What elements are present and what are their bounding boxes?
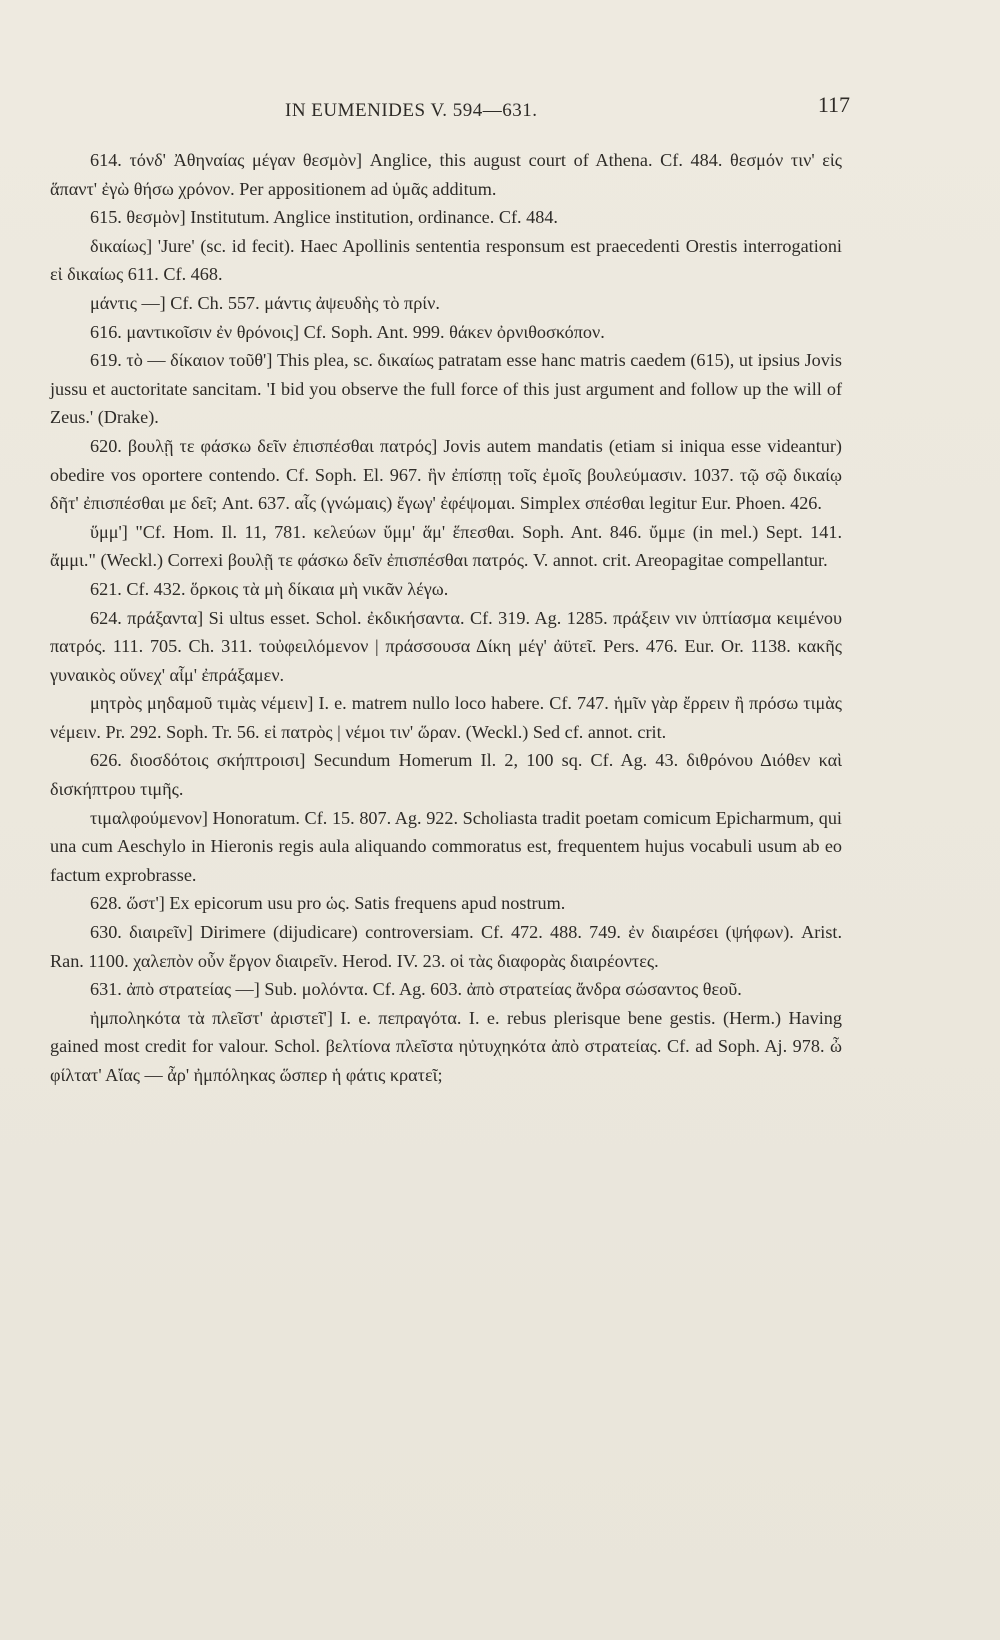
note-626: 626. διοσδότοις σκήπτροισι] Secundum Homerum Il. 2, 100 sq. Cf. Ag. 43. διθρόνου Διόθεν καὶ δισκήπτρου τιμῆς. (50, 750, 842, 800)
note-620-humm: ὕμμ'] "Cf. Hom. Il. 11, 781. κελεύων ὕμμ' ἅμ' ἕπεσθαι. Soph. Ant. 846. ὔμμε (in mel.) Sept. 141. ἄμμι." (Weckl.) Correxi βουλῇ τε φάσκω δεῖν ἐπισπέσθαι πατρός. V. annot. crit. Areopagitae compellantur. (50, 521, 842, 571)
commentary-text (50, 146, 842, 1090)
note-630: 630. διαιρεῖν] Dirimere (dijudicare) controversiam. Cf. 472. 488. 749. ἐν διαιρέσει (ψήφων). Arist. Ran. 1100. χαλεπὸν οὖν ἔργον διαιρεῖν. Herod. IV. 23. οἱ τὰς διαφορὰς διαιρέοντες. (50, 922, 842, 971)
note-624: 624. πράξαντα] Si ultus esset. Schol. ἐκδικήσαντα. Cf. 319. Ag. 1285. πράξειν νιν ὑπτίασμα κειμένου πατρός. 111. 705. Ch. 311. τοὐφειλόμενον | πράσσουσα Δίκη μέγ' ἀϋτεῖ. Pers. 476. Eur. Or. 1138. κακῆς γυναικὸς οὕνεχ' αἷμ' ἐπράξαμεν. (50, 607, 842, 685)
note-626-timalph: τιμαλφούμενον] Honoratum. Cf. 15. 807. Ag. 922. Scholiasta tradit poetam comicum Epicharmum, qui una cum Aeschylo in Hieronis regis aula aliquando commoratus est, frequentem hujus vocabuli usum ab eo factum exprobrasse. (50, 807, 842, 885)
note-631: 631. ἀπὸ στρατείας —] Sub. μολόντα. Cf. Ag. 603. ἀπὸ στρατείας ἄνδρα σώσαντος θεοῦ. (90, 979, 742, 1000)
note-619: 619. τὸ — δίκαιον τοῦθ'] This plea, sc. δικαίως patratam esse hanc matris caedem (615), ut ipsius Jovis jussu et auctoritate sancitam. 'I bid you observe the full force of this just argument and follow up the will of Zeus.' (Drake). (50, 350, 842, 428)
page-number: 117 (817, 92, 850, 117)
note-624-metros: μητρὸς μηδαμοῦ τιμὰς νέμειν] I. e. matrem nullo loco habere. Cf. 747. ἡμῖν γὰρ ἔρρειν ἢ πρόσω τιμὰς νέμειν. Pr. 292. Soph. Tr. 56. εἰ πατρὸς | νέμοι τιν' ὥραν. (Weckl.) Sed cf. annot. crit. (50, 693, 842, 742)
note-621: 621. Cf. 432. ὅρκοις τὰ μὴ δίκαια μὴ νικᾶν λέγω. (90, 578, 449, 599)
note-614: 614. τόνδ' Ἀθηναίας μέγαν θεσμὸν] Anglice, this august court of Athena. Cf. 484. θεσμόν τιν' εἰς ἅπαντ' ἐγὼ θήσω χρόνον. Per appositionem ad ὑμᾶς additum. (50, 150, 842, 199)
note-616: 616. μαντικοῖσιν ἐν θρόνοις] Cf. Soph. Ant. 999. θάκεν ὀρνιθοσκόπον. (90, 321, 605, 342)
running-head: IN EUMENIDES V. 594—631. (285, 100, 538, 121)
note-628: 628. ὥστ'] Ex epicorum usu pro ὡς. Satis frequens apud nostrum. (90, 893, 566, 914)
note-620: 620. βουλῇ τε φάσκω δεῖν ἐπισπέσθαι πατρός] Jovis autem mandatis (etiam si iniqua esse videantur) obedire vos oportere contendo. Cf. Soph. El. 967. ἣν ἐπίσπῃ τοῖς ἐμοῖς βουλεύμασιν. 1037. τῷ σῷ δικαίῳ δῆτ' ἐπισπέσθαι με δεῖ; Ant. 637. αἷς (γνώμαις) ἔγωγ' ἐφέψομαι. Simplex σπέσθαι legitur Eur. Phoen. 426. (50, 435, 842, 514)
note-615-dikaios: δικαίως] 'Jure' (sc. id fecit). Haec Apollinis sententia responsum est praecedenti Orestis interrogationi εἰ δικαίως 611. Cf. 468. (50, 235, 842, 285)
page-header (50, 92, 850, 132)
note-615-mantis: μάντις —] Cf. Ch. 557. μάντις ἀψευδὴς τὸ πρίν. (90, 292, 440, 313)
note-615: 615. θεσμὸν] Institutum. Anglice institution, ordinance. Cf. 484. (90, 207, 558, 228)
note-631-empolekota: ἠμποληκότα τὰ πλεῖστ' ἀριστεῖ'] I. e. πεπραγότα. I. e. rebus plerisque bene gestis. (Herm.) Having gained most credit for valour. Schol. βελτίονα πλεῖστα ηὐτυχηκότα ἀπὸ στρατείας. Cf. ad Soph. Aj. 978. ὦ φίλτατ' Αἴας — ἆρ' ἠμπόληκας ὥσπερ ἡ φάτις κρατεῖ; (50, 1007, 842, 1085)
